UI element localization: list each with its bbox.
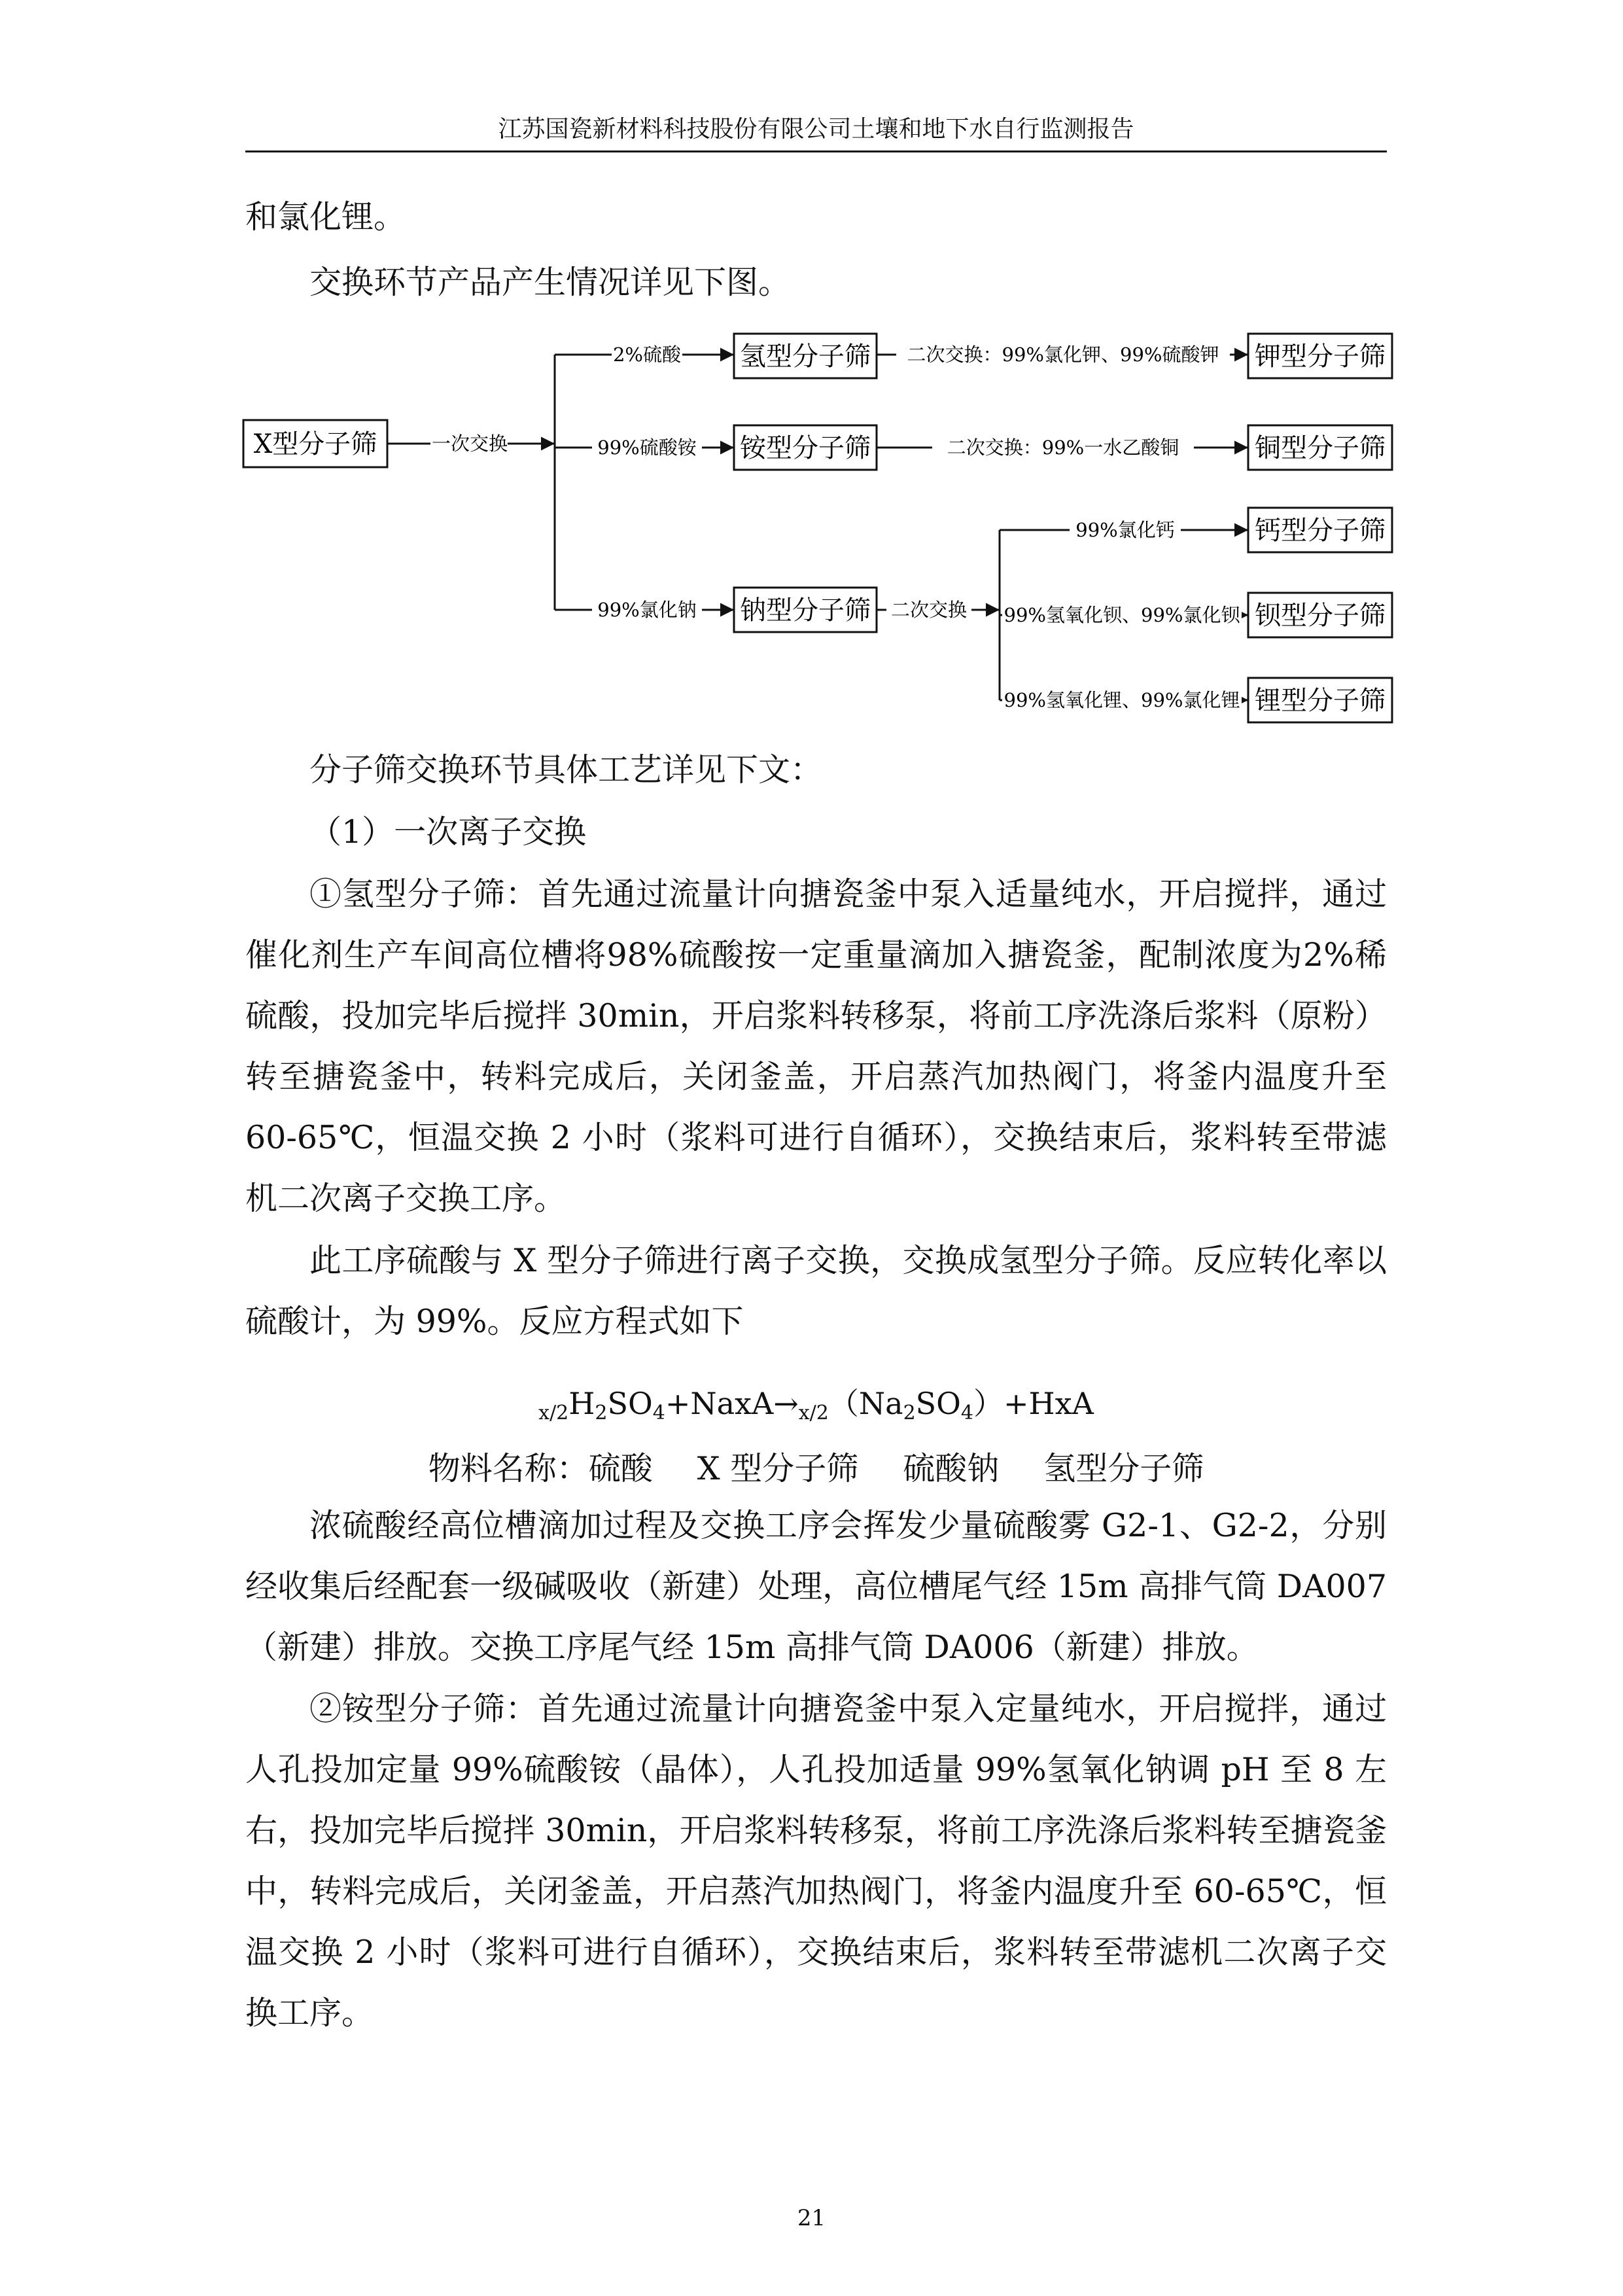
edge-to-li-label: 99%氢氧化锂、99%氯化锂	[1003, 689, 1240, 711]
node-na-zeolite-label: 钠型分子筛	[740, 595, 871, 626]
node-x-zeolite-label: X型分子筛	[253, 429, 377, 459]
edge-to-na-label: 99%氯化钠	[597, 599, 697, 621]
paragraph-process-intro: 分子筛交换环节具体工艺详见下文：	[309, 751, 823, 788]
page-header: 江苏国瓷新材料科技股份有限公司土壤和地下水自行监测报告	[498, 116, 1134, 143]
node-ba-zeolite-label: 钡型分子筛	[1255, 601, 1386, 631]
paragraph-diagram-intro: 交换环节产品产生情况详见下图。	[309, 264, 791, 301]
section-heading-first-exchange: （1）一次离子交换	[309, 813, 587, 851]
node-nh4-zeolite-label: 铵型分子筛	[740, 433, 871, 463]
node-ca-zeolite-label: 钙型分子筛	[1255, 516, 1386, 546]
paragraph-nh4-zeolite: ②铵型分子筛：首先通过流量计向搪瓷釜中泵入定量纯水，开启搅拌，通过人孔投加定量 99%硫酸铵（晶体），人孔投加适量 99%氢氧化钠调 pH 至 8 左右，投加完毕后搅拌 30min，开启浆料转移泵，将前工序洗涤后浆料转至搪瓷釜中，转料完成后，关闭釜盖，开启蒸汽加热阀门，将釜内温度升至 60-65℃，恒温交换 2 小时（浆料可进行自循环），交换结束后，浆料转至带滤机二次离子交换工序。	[245, 1690, 1387, 2032]
node-cu-zeolite-label: 铜型分子筛	[1255, 433, 1386, 463]
edge-to-ba-label: 99%氢氧化钡、99%氯化钡	[1003, 604, 1240, 626]
paragraph-continuation: 和氯化锂。	[245, 198, 406, 236]
edge-first-exchange-label: 一次交换	[431, 433, 508, 455]
edge-h-to-k-label: 二次交换：99%氯化钾、99%硫酸钾	[907, 344, 1219, 366]
paragraph-h-zeolite: ①氢型分子筛：首先通过流量计向搪瓷釜中泵入适量纯水，开启搅拌，通过催化剂生产车间高位槽将98%硫酸按一定重量滴加入搪瓷釜，配制浓度为2%稀硫酸，投加完毕后搅拌 30min，开启浆料转移泵，将前工序洗涤后浆料（原粉）转至搪瓷釜中，转料完成后，关闭釜盖，开启蒸汽加热阀门，将釜内温度升至 60-65℃，恒温交换 2 小时（浆料可进行自循环），交换结束后，浆料转至带滤机二次离子交换工序。	[245, 875, 1387, 1217]
edge-na-second-label: 二次交换	[890, 599, 968, 621]
node-li-zeolite-label: 锂型分子筛	[1255, 686, 1386, 716]
edge-to-ca-label: 99%氯化钙	[1075, 519, 1175, 541]
material-sodium-sulfate: 硫酸钠	[903, 1450, 1000, 1487]
material-x-zeolite: X 型分子筛	[697, 1450, 859, 1487]
material-names-row	[245, 1443, 1387, 1495]
node-h-zeolite-label: 氢型分子筛	[740, 342, 871, 372]
material-label: 物料名称：硫酸	[428, 1450, 653, 1487]
material-h-zeolite: 氢型分子筛	[1043, 1450, 1204, 1487]
paragraph-acid-mist: 浓硫酸经高位槽滴加过程及交换工序会挥发少量硫酸雾 G2-1、G2-2，分别经收集后经配套一级碱吸收（新建）处理，高位槽尾气经 15m 高排气筒 DA007（新建）排放。交换工序尾气经 15m 高排气筒 DA006（新建）排放。	[245, 1507, 1387, 1666]
edge-to-nh4-label: 99%硫酸铵	[597, 436, 697, 459]
paragraph-reaction-description: 此工序硫酸与 X 型分子筛进行离子交换，交换成氢型分子筛。反应转化率以硫酸计，为 99%。反应方程式如下	[245, 1242, 1387, 1340]
edge-to-h-label: 2%硫酸	[612, 344, 682, 366]
page-number: 21	[797, 2205, 826, 2231]
header-rule	[245, 150, 1387, 152]
exchange-flow-diagram	[236, 314, 1400, 733]
reaction-equation: $_{x/2}H_2SO_4+NaxA\to_{x/2}(Na_2SO_4)+HxA$	[538, 1386, 1094, 1424]
node-k-zeolite-label: 钾型分子筛	[1255, 342, 1386, 372]
edge-nh4-to-cu-label: 二次交换：99%一水乙酸铜	[947, 436, 1179, 459]
